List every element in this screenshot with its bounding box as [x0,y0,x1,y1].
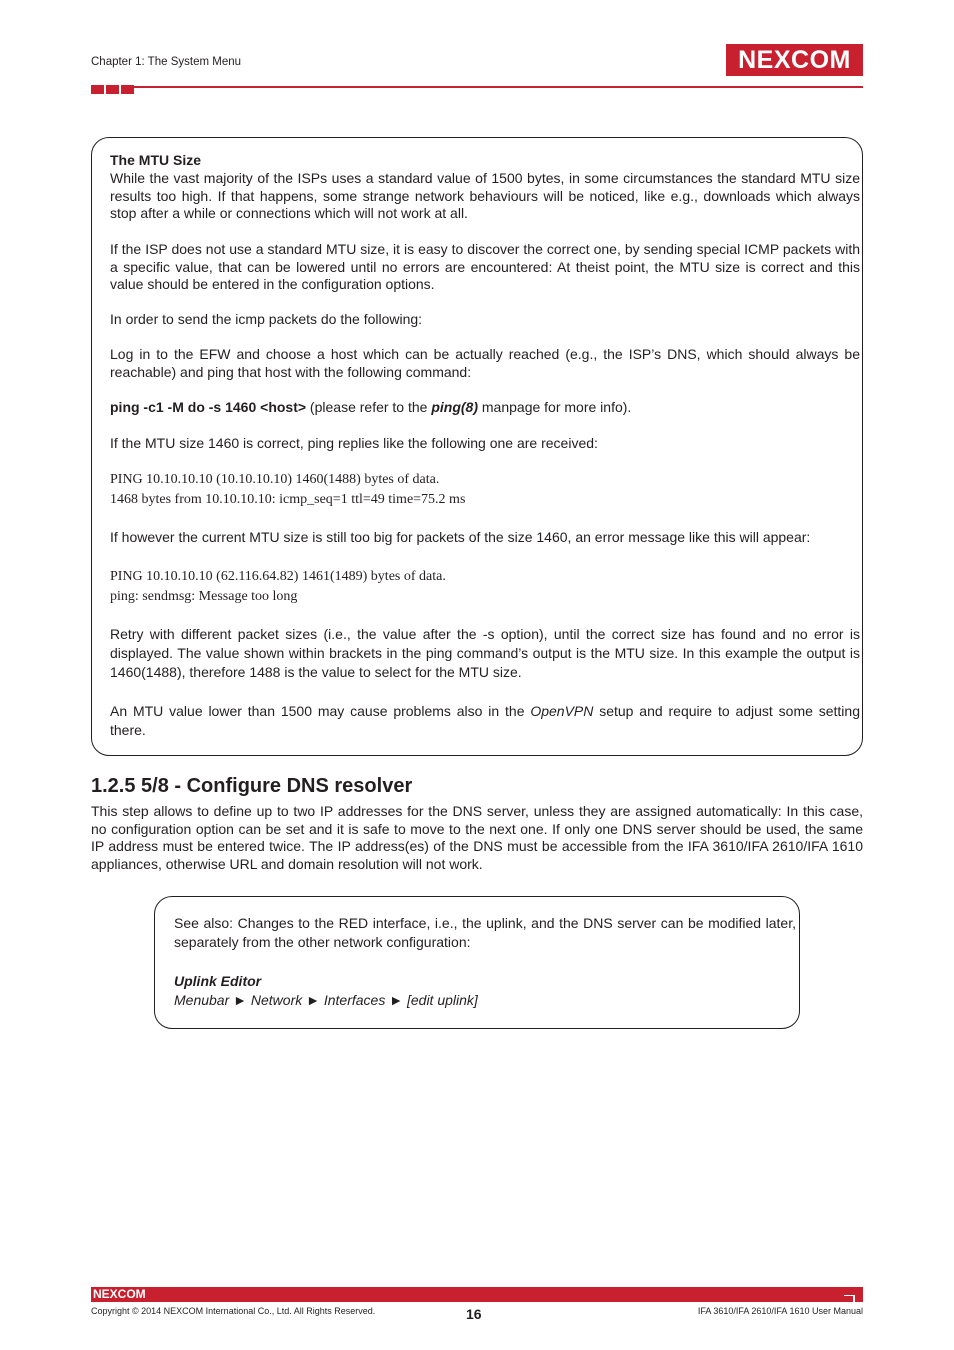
mtu-paragraph-2: If the ISP does not use a standard MTU size, it is easy to discover the correct one, by sending special ICMP packets with a specific value, that can be lowered until no errors are encountered: At theist point, the MTU size is correct and this value should be entered in the configuration options. [110,241,860,293]
mtu-paragraph-3: In order to send the icmp packets do the following: [110,311,423,327]
mtu-paragraph-5: If the MTU size 1460 is correct, ping replies like the following one are received: [110,435,598,451]
output-line: PING 10.10.10.10 (62.116.64.82) 1461(1489) bytes of data. [110,569,446,584]
chapter-title: Chapter 1: The System Menu [91,56,241,68]
footer-logo: NEXCOM [93,1287,146,1301]
header-rule [134,86,863,88]
ping-command-line [110,399,860,417]
mtu-paragraph-8 [110,702,860,740]
footer-copyright: Copyright © 2014 NEXCOM International Co., Ltd. All Rights Reserved. [91,1306,376,1316]
openvpn-note-start: An MTU value lower than 1500 may cause problems also in the [110,703,531,719]
uplink-editor-path: Menubar ► Network ► Interfaces ► [edit uplink] [174,992,478,1008]
page-number: 16 [466,1306,482,1322]
mtu-title: The MTU Size [110,152,202,168]
header-square-2 [106,85,119,94]
output-line: ping: sendmsg: Message too long [110,588,298,604]
openvpn-note-end: setup and require to adjust some setting there. [110,703,860,738]
ping-command-note: (please refer to the [306,399,432,415]
ping-command: ping -c1 -M do -s 1460 <host> [110,399,307,415]
footer-square [855,1295,863,1302]
ping-command-note-end: manpage for more info). [478,399,632,415]
see-also-text: See also: Changes to the RED interface, i.e., the uplink, and the DNS server can be modified later, separately from the other network configuration: [174,915,796,950]
section-heading: 1.2.5 5/8 - Configure DNS resolver [91,775,413,797]
output-line: PING 10.10.10.10 (10.10.10.10) 1460(1488) bytes of data. [110,472,440,487]
nexcom-logo [726,44,863,76]
logo-text: NEXCOM [738,45,851,74]
ping-output-error [110,567,860,606]
mtu-paragraph-6: If however the current MTU size is still too big for packets of the size 1460, an error message like this will appear: [110,529,811,545]
ping-manpage-ref: ping(8) [431,399,478,415]
uplink-editor-title: Uplink Editor [174,973,262,989]
mtu-paragraph-4: Log in to the EFW and choose a host which can be actually reached (e.g., the ISP’s DNS, which should always be reachable) and ping that host with the following command: [110,346,860,380]
mtu-paragraph-7: Retry with different packet sizes (i.e., the value after the -s option), until the correct size has found and no error is displayed. The value shown within brackets in the ping command’s output is the MTU size. In this example the output is 1460(1488), therefore 1488 is the value to select for the MTU size. [110,626,860,680]
header-square-1 [91,85,104,94]
mtu-paragraph-1: While the vast majority of the ISPs uses a standard value of 1500 bytes, in some circumstances the standard MTU size results too high. If that happens, some strange network behaviours will be noticed, like e.g., downloads which always stop after a while or connections which will not work at all. [110,170,860,222]
section-body: This step allows to define up to two IP addresses for the DNS server, unless they are assigned automatically: In this case, no configuration option can be set and it is safe to move to the next one. If only one DNS server should be used, the same IP address must be entered twice. The IP address(es) of the DNS must be accessible from the IFA 3610/IFA 2610/IFA 1610 appliances, otherwise URL and domain resolution will not work. [91,803,863,872]
output-line: 1468 bytes from 10.10.10.10: icmp_seq=1 ttl=49 time=75.2 ms [110,491,466,507]
openvpn-term: OpenVPN [530,703,594,719]
header-square-3 [121,85,134,94]
footer-square [844,1296,853,1302]
footer-square [844,1287,853,1295]
ping-output-success [110,470,860,509]
footer-bar [91,1287,863,1302]
footer-manual-title: IFA 3610/IFA 2610/IFA 1610 User Manual [697,1306,863,1316]
